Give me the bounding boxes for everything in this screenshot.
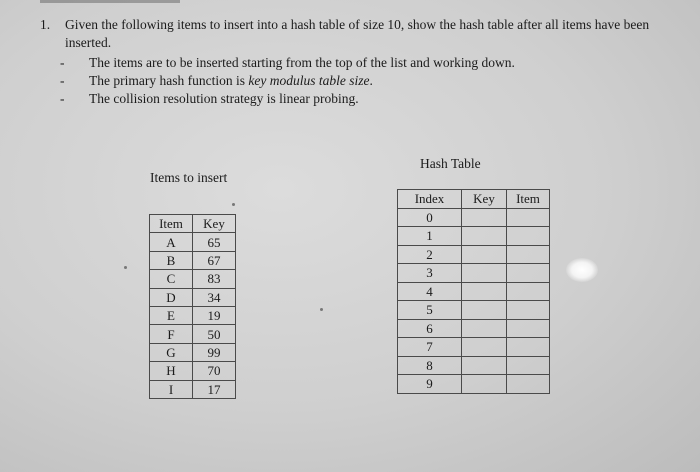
index-cell: 3 [398, 264, 462, 283]
empty-key-cell[interactable] [462, 227, 507, 246]
empty-item-cell[interactable] [507, 208, 550, 227]
hash-table [397, 189, 550, 394]
table-row [398, 282, 550, 301]
table-row [398, 245, 550, 264]
table-row [150, 251, 236, 269]
empty-key-cell[interactable] [462, 319, 507, 338]
index-cell: 4 [398, 282, 462, 301]
key-cell: 34 [193, 288, 236, 306]
table-row [398, 375, 550, 394]
empty-key-cell[interactable] [462, 208, 507, 227]
empty-key-cell[interactable] [462, 301, 507, 320]
index-cell: 6 [398, 319, 462, 338]
table-row [150, 233, 236, 251]
empty-item-cell[interactable] [507, 264, 550, 283]
item-column-header: Item [150, 215, 193, 233]
empty-item-cell[interactable] [507, 356, 550, 375]
instruction-text: The items are to be inserted starting from the top of the list and working down. [89, 55, 515, 70]
index-cell: 2 [398, 245, 462, 264]
table-row [150, 362, 236, 380]
empty-item-cell[interactable] [507, 375, 550, 394]
key-cell: 83 [193, 270, 236, 288]
empty-key-cell[interactable] [462, 245, 507, 264]
instruction-text-pre: The primary hash function is [89, 73, 249, 88]
hash-header-row [398, 190, 550, 209]
empty-key-cell[interactable] [462, 282, 507, 301]
empty-item-cell[interactable] [507, 338, 550, 357]
key-column-header: Key [462, 190, 507, 209]
key-cell: 65 [193, 233, 236, 251]
instruction-text: The collision resolution strategy is linear probing. [89, 91, 359, 106]
table-row [150, 380, 236, 398]
table-row [150, 325, 236, 343]
item-cell: E [150, 306, 193, 324]
instruction-text-post: . [369, 73, 373, 88]
empty-item-cell[interactable] [507, 282, 550, 301]
table-row [398, 356, 550, 375]
question-text: Given the following items to insert into a hash table of size 10, show the hash table after all items have been inserted. [65, 17, 650, 50]
item-cell: C [150, 270, 193, 288]
table-row [398, 264, 550, 283]
index-cell: 9 [398, 375, 462, 394]
table-row [150, 306, 236, 324]
items-to-insert-label: Items to insert [150, 170, 228, 185]
table-row [398, 208, 550, 227]
question-number: 1. [40, 17, 51, 32]
dash: - [60, 73, 65, 88]
index-cell: 0 [398, 208, 462, 227]
empty-key-cell[interactable] [462, 375, 507, 394]
table-row [150, 343, 236, 361]
table-row [398, 319, 550, 338]
index-cell: 1 [398, 227, 462, 246]
index-cell: 7 [398, 338, 462, 357]
hash-function-emphasis: key modulus table size [248, 73, 370, 88]
item-cell: G [150, 343, 193, 361]
item-cell: D [150, 288, 193, 306]
empty-item-cell[interactable] [507, 319, 550, 338]
index-cell: 8 [398, 356, 462, 375]
table-row [398, 338, 550, 357]
table-row [398, 301, 550, 320]
empty-key-cell[interactable] [462, 338, 507, 357]
key-cell: 70 [193, 362, 236, 380]
item-cell: A [150, 233, 193, 251]
items-table [149, 214, 236, 399]
item-cell: F [150, 325, 193, 343]
key-cell: 50 [193, 325, 236, 343]
index-column-header: Index [398, 190, 462, 209]
empty-item-cell[interactable] [507, 227, 550, 246]
item-cell: H [150, 362, 193, 380]
items-header-row [150, 215, 236, 233]
light-glare [566, 258, 598, 282]
table-row [150, 288, 236, 306]
table-row [150, 270, 236, 288]
empty-item-cell[interactable] [507, 245, 550, 264]
index-cell: 5 [398, 301, 462, 320]
key-column-header: Key [193, 215, 236, 233]
instruction-text [89, 72, 373, 90]
key-cell: 99 [193, 343, 236, 361]
item-cell: I [150, 380, 193, 398]
item-cell: B [150, 251, 193, 269]
item-column-header: Item [507, 190, 550, 209]
dash: - [60, 55, 65, 70]
dash: - [60, 91, 65, 106]
speck [320, 308, 323, 311]
key-cell: 19 [193, 306, 236, 324]
speck [124, 266, 127, 269]
empty-item-cell[interactable] [507, 301, 550, 320]
key-cell: 67 [193, 251, 236, 269]
hash-table-label: Hash Table [420, 156, 481, 171]
speck [232, 203, 235, 206]
key-cell: 17 [193, 380, 236, 398]
page-top-edge [40, 0, 180, 3]
empty-key-cell[interactable] [462, 264, 507, 283]
table-row [398, 227, 550, 246]
empty-key-cell[interactable] [462, 356, 507, 375]
